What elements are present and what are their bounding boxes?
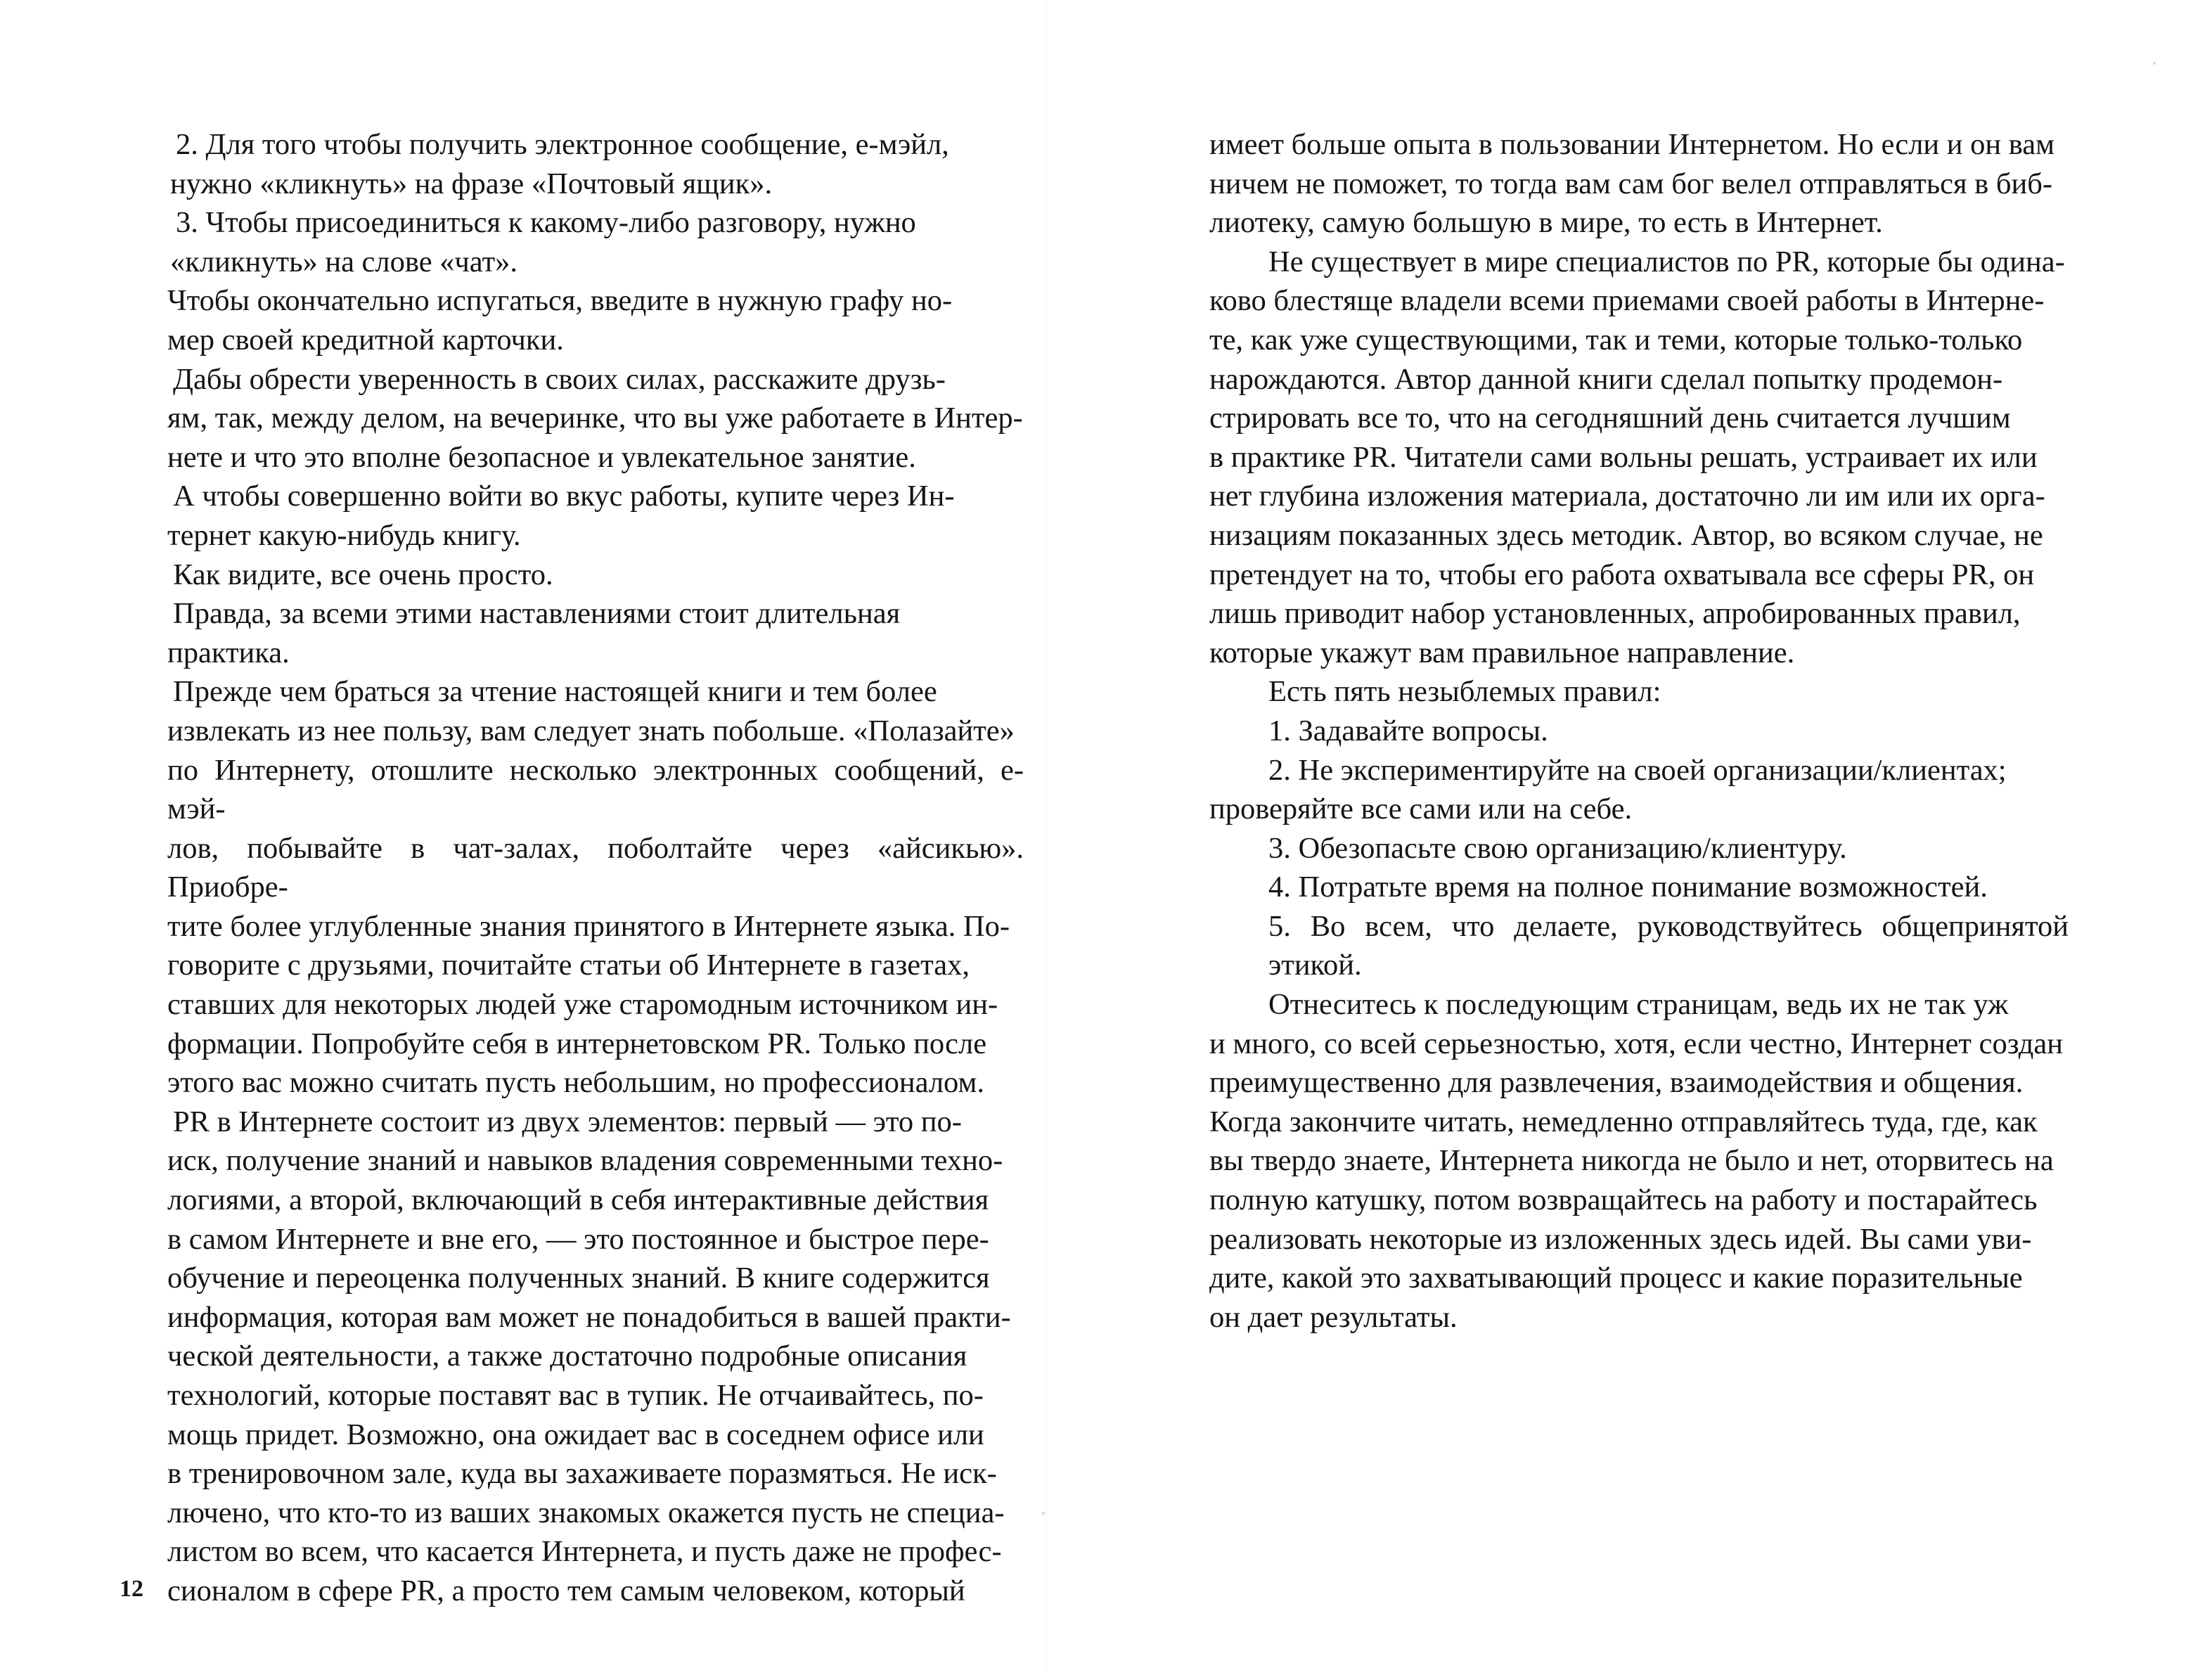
left-paragraph-5: А чтобы совершенно войти во вкус работы, купите через Ин- тернет какую-нибудь книгу. (167, 480, 955, 552)
right-list-item-1: 1. Задавайте вопросы. (1268, 714, 1548, 747)
left-paragraph-1: 2. Для того чтобы получить электронное сообщение, е-мэйл, нужно «кликнуть» на фразе «Почтовый ящик». (170, 128, 949, 200)
left-paragraph-3: Чтобы окончательно испугаться, введите в нужную графу но- мер своей кредитной карточки. (167, 284, 953, 357)
right-list-item-5: 5. Во всем, что делаете, руководствуйтесь общепринятой этикой. (1268, 909, 2069, 982)
right-paragraph-3: Есть пять незыблемых правил: (1268, 675, 1661, 709)
right-paragraph-2: Не существует в мире специалистов по PR, которые бы одина- ково блестяще владели всеми приемами своей работы в Интерне- те, как уже существующими, так и теми, которые только-только нарождаются. Автор данной книги сделал попытку продемон- стрировать все то, что на сегодняшний день считается лучшим в практике PR. Читатели сами вольны решать, устраивает их или нет глубина изложения материала, достаточно ли им или их орга- низациям показанных здесь методик. Автор, во всяком случае, не претендует на то, чтобы его работа охватывала все сферы PR, он лишь приводит набор установленных, апробированных правил, которые укажут вам правильное направление. (1209, 245, 2065, 669)
scan-speck (1042, 1512, 1045, 1515)
book-gutter (1045, 0, 1047, 1670)
left-paragraph-8: Прежде чем браться за чтение настоящей книги и тем более извлекать из нее пользу, вам следует знать побольше. «Полазайте» по Интернету, отошлите несколько электронных сообщений, е-мэй- лов, побывайте в чат-залах, поболтайте через «айсикью». Приобре- тите более углубленные знания принятого в Интернете языка. По- говорите с друзьями, почитайте статьи об Интернете в газетах, ставших для некоторых людей уже старомодным источником ин- формации. Попробуйте себя в интернетовском PR. Только после этого вас можно считать пусть небольшим, но профессионалом. (167, 675, 1024, 1100)
page-number: 12 (120, 1576, 143, 1602)
right-paragraph-1: имеет больше опыта в пользовании Интернетом. Но если и он вам ничем не поможет, то тогда вам сам бог велел отправляться в биб- лиотеку, самую большую в мире, то есть в Интернет. (1209, 128, 2055, 240)
left-paragraph-7: Правда, за всеми этими наставлениями стоит длительная практика. (167, 597, 901, 669)
right-paragraph-4: Отнеситесь к последующим страницам, ведь их не так уж и много, со всей серьезностью, хотя, если честно, Интернет создан преимущественно для развлечения, взаимодействия и общения. Когда закончите читать, немедленно отправляйтесь туда, где, как вы твердо знаете, Интернета никогда не было и нет, оторвитесь на полную катушку, потом возвращайтесь на работу и постарайтесь реализовать некоторые из изложенных здесь идей. Вы сами уви- дите, какой это захватывающий процесс и какие поразительные он дает результаты. (1209, 988, 2063, 1334)
right-list-item-4: 4. Потратьте время на полное понимание возможностей. (1268, 871, 1988, 904)
left-paragraph-4: Дабы обрести уверенность в своих силах, расскажите друзь- ям, так, между делом, на вечеринке, что вы уже работаете в Интер- нете и что это вполне безопасное и увлекательное занятие. (167, 362, 1023, 474)
left-paragraph-2: 3. Чтобы присоединиться к какому-либо разговору, нужно «кликнуть» на слове «чат». (170, 206, 916, 278)
right-list-item-3: 3. Обезопасьте свою организацию/клиентуру. (1268, 831, 1847, 865)
left-paragraph-6: Как видите, все очень просто. (173, 558, 553, 591)
right-list-item-2: 2. Не экспериментируйте на своей организации/клиентах; проверяйте все сами или на себе. (1209, 753, 2007, 826)
right-page-text (1209, 125, 2069, 1337)
scan-speck (2153, 62, 2156, 65)
left-paragraph-9: PR в Интернете состоит из двух элементов: первый — это по- иск, получение знаний и навыков владения современными техно- логиями, а второй, включающий в себя интерактивные действия в самом Интернете и вне его, — это постоянное и быстрое пере- обучение и переоценка полученных знаний. В книге содержится информация, которая вам может не понадобиться в вашей практи- ческой деятельности, а также достаточно подробные описания технологий, которые поставят вас в тупик. Не отчаивайтесь, по- мощь придет. Возможно, она ожидает вас в соседнем офисе или в тренировочном зале, куда вы захаживаете поразмяться. Не иск- лючено, что кто-то из ваших знакомых окажется пусть не специа- листом во всем, что касается Интернета, и пусть даже не профес- сионалом в сфере PR, а просто тем самым человеком, который (167, 1105, 1011, 1607)
left-page-text (167, 125, 1024, 1611)
